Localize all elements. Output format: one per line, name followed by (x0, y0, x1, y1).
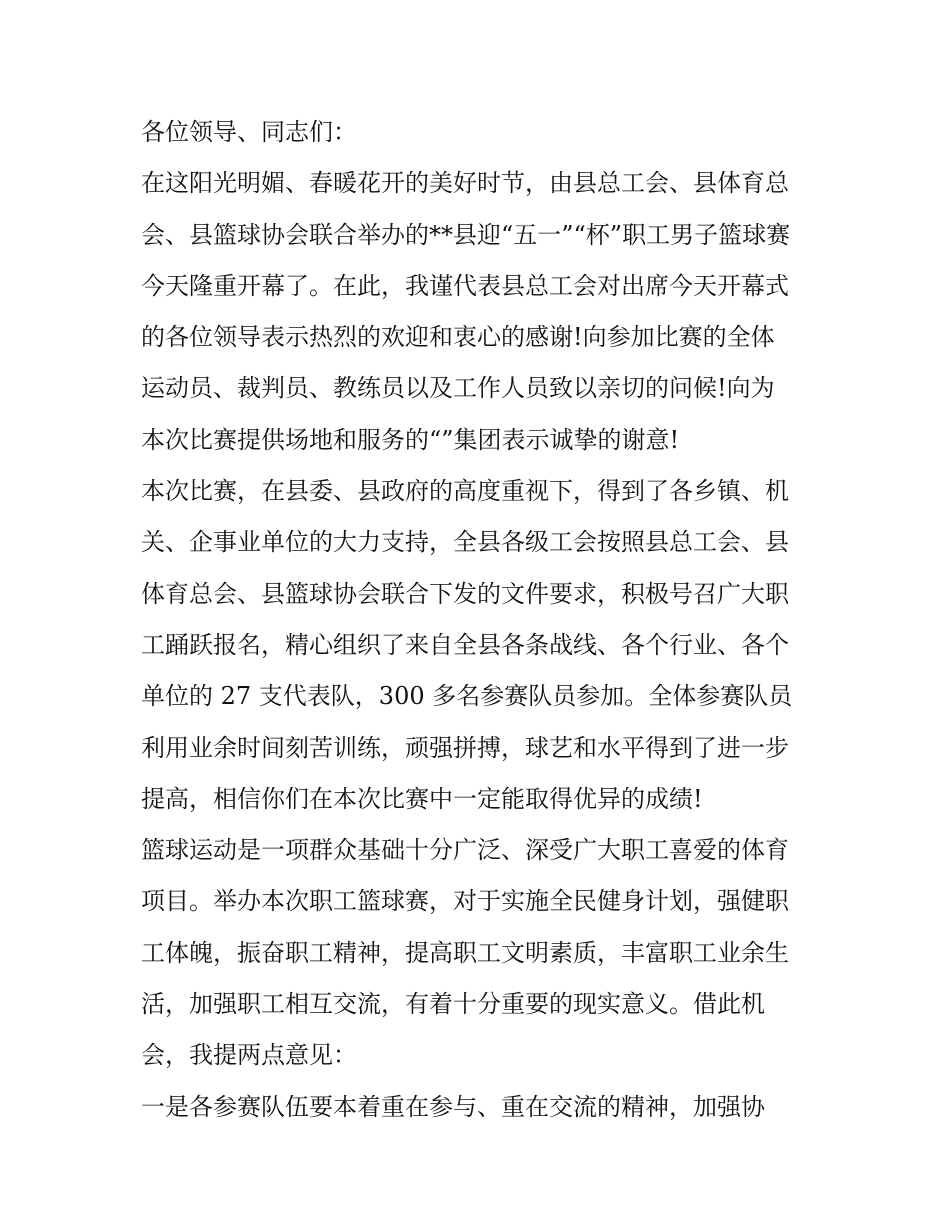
text-line: 体育总会、县篮球协会联合下发的文件要求，积极号召广大职 (141, 579, 789, 608)
text-line: 会，我提两点意见： (141, 1041, 357, 1070)
speech-text (141, 107, 821, 1133)
text-line: 各位领导、同志们： (141, 118, 357, 146)
text-line: 的各位领导表示热烈的欢迎和衷心的感谢!向参加比赛的全体 (141, 323, 775, 352)
text-line: 工体魄，振奋职工精神，提高职工文明素质，丰富职工业余生 (141, 938, 789, 967)
text-line: 工踊跃报名，精心组织了来自全县各条战线、各个行业、各个 (141, 630, 789, 659)
text-line: 运动员、裁判员、教练员以及工作人员致以亲切的问候!向为 (141, 374, 775, 403)
text-line: 项目。举办本次职工篮球赛，对于实施全民健身计划，强健职 (141, 887, 789, 916)
text-line: 活，加强职工相互交流，有着十分重要的现实意义。借此机 (141, 990, 765, 1019)
text-line: 在这阳光明媚、春暖花开的美好时节，由县总工会、县体育总 (141, 169, 789, 198)
text-line: 本次比赛提供场地和服务的“”集团表示诚挚的谢意! (141, 425, 680, 454)
text-line: 单位的 27 支代表队，300 多名参赛队员参加。全体参赛队员 (141, 682, 793, 711)
text-line: 今天隆重开幕了。在此，我谨代表县总工会对出席今天开幕式 (141, 271, 789, 300)
text-line: 关、企事业单位的大力支持，全县各级工会按照县总工会、县 (141, 528, 789, 557)
text-line: 篮球运动是一项群众基础十分广泛、深受广大职工喜爱的体育 (141, 836, 789, 865)
text-line: 本次比赛，在县委、县政府的高度重视下，得到了各乡镇、机 (141, 477, 789, 506)
text-line: 会、县篮球协会联合举办的**县迎“五一”“杯”职工男子篮球赛 (141, 220, 791, 249)
text-line: 一是各参赛队伍要本着重在参与、重在交流的精神，加强协 (141, 1092, 765, 1121)
text-line: 提高，相信你们在本次比赛中一定能取得优异的成绩! (141, 784, 703, 813)
text-line: 利用业余时间刻苦训练，顽强拼搏，球艺和水平得到了进一步 (141, 733, 789, 762)
